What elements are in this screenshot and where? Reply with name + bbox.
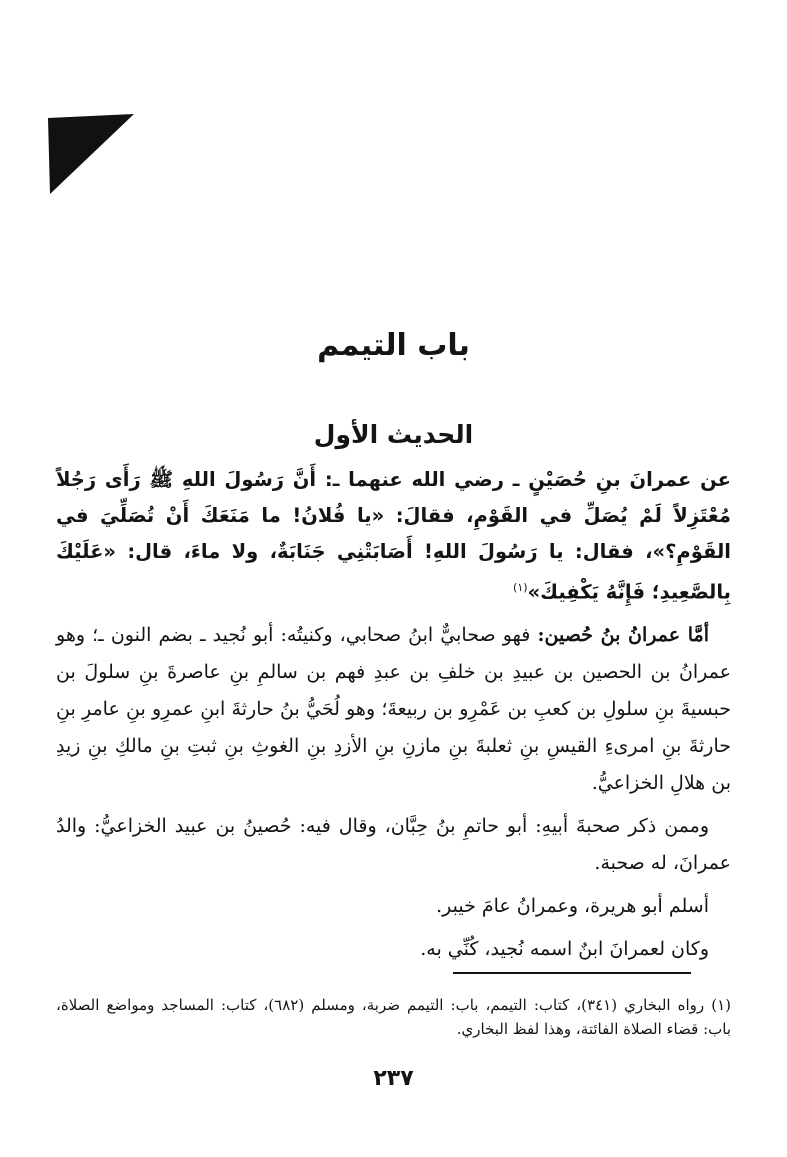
page-number: ٢٣٧ <box>373 1066 414 1091</box>
hadith-text <box>56 462 731 611</box>
narrator-biography <box>56 617 731 968</box>
footnote: (١) رواه البخاري (٣٤١)، كتاب: التيمم، باب: التيمم ضربة، ومسلم (٦٨٢)، كتاب: المساجد ومواضع الصلاة، باب: قضاء الصلاة الفائتة، وهذا لفظ البخاري. <box>56 996 731 1038</box>
bio-paragraph-1 <box>56 617 731 802</box>
bio-paragraph-3: أسلم أبو هريرة، وعمرانُ عامَ خيبر. <box>436 895 709 917</box>
footnote-divider <box>453 972 691 974</box>
bio-paragraph-2: وممن ذكر صحبةَ أبيهِ: أبو حاتمِ بنُ حِبَّان، وقال فيه: حُصينُ بن عبيد الخزاعيُّ: والدُ عمرانَ، له صحبة. <box>56 815 731 874</box>
corner-triangle-mark <box>46 112 138 196</box>
hadith-body: عن عمرانَ بنِ حُصَيْنٍ ـ رضي الله عنهما ـ: أَنَّ رَسُولَ اللهِ ﷺ رَأَى رَجُلاً مُعْتَزِلاً لَمْ يُصَلِّ في القَوْمِ، فقالَ: «يا فُلانُ! ما مَنَعَكَ أَنْ تُصَلِّيَ في القَوْمِ؟»، فقال: يا رَسُولَ اللهِ! أَصَابَتْنِي جَنَابَةٌ، ولا ماءَ، قال: «عَلَيْكَ بِالصَّعِيدِ؛ فَإِنَّهُ يَكْفِيكَ» <box>56 468 731 604</box>
bio-lead: أمَّا عمرانُ بنُ حُصين: <box>537 624 709 646</box>
footnote-reference: (١) <box>513 581 528 594</box>
bio-text-1: فهو صحابيٌّ ابنُ صحابي، وكنيتُه: أبو نُجيد ـ بضم النون ـ؛ وهو عمرانُ بن الحصين بن عبيدِ بن خلفِ بن عبدِ فهم بن سالمِ بنِ عاصرةَ بنِ سلولَ بن حبسيةَ بنِ سلولِ بن كعبِ بن عَمْرِو بن ربيعةَ؛ وهو لُحَيُّ بنُ حارثةَ ابنِ عمرِو بنِ عامرِ بنِ حارثةَ بنِ امرىءِ القيسِ بنِ ثعلبةَ بنِ مازنِ بنِ الأزدِ بنِ الغوثِ بنِ ثبتِ بنِ مالكِ بنِ زيدِ بن هلالِ الخزاعيُّ. <box>56 624 731 794</box>
bio-paragraph-4: وكان لعمرانَ ابنٌ اسمه نُجيد، كُنِّي به. <box>420 938 709 960</box>
chapter-title: باب التيمم <box>317 328 470 363</box>
hadith-title: الحديث الأول <box>313 420 474 449</box>
